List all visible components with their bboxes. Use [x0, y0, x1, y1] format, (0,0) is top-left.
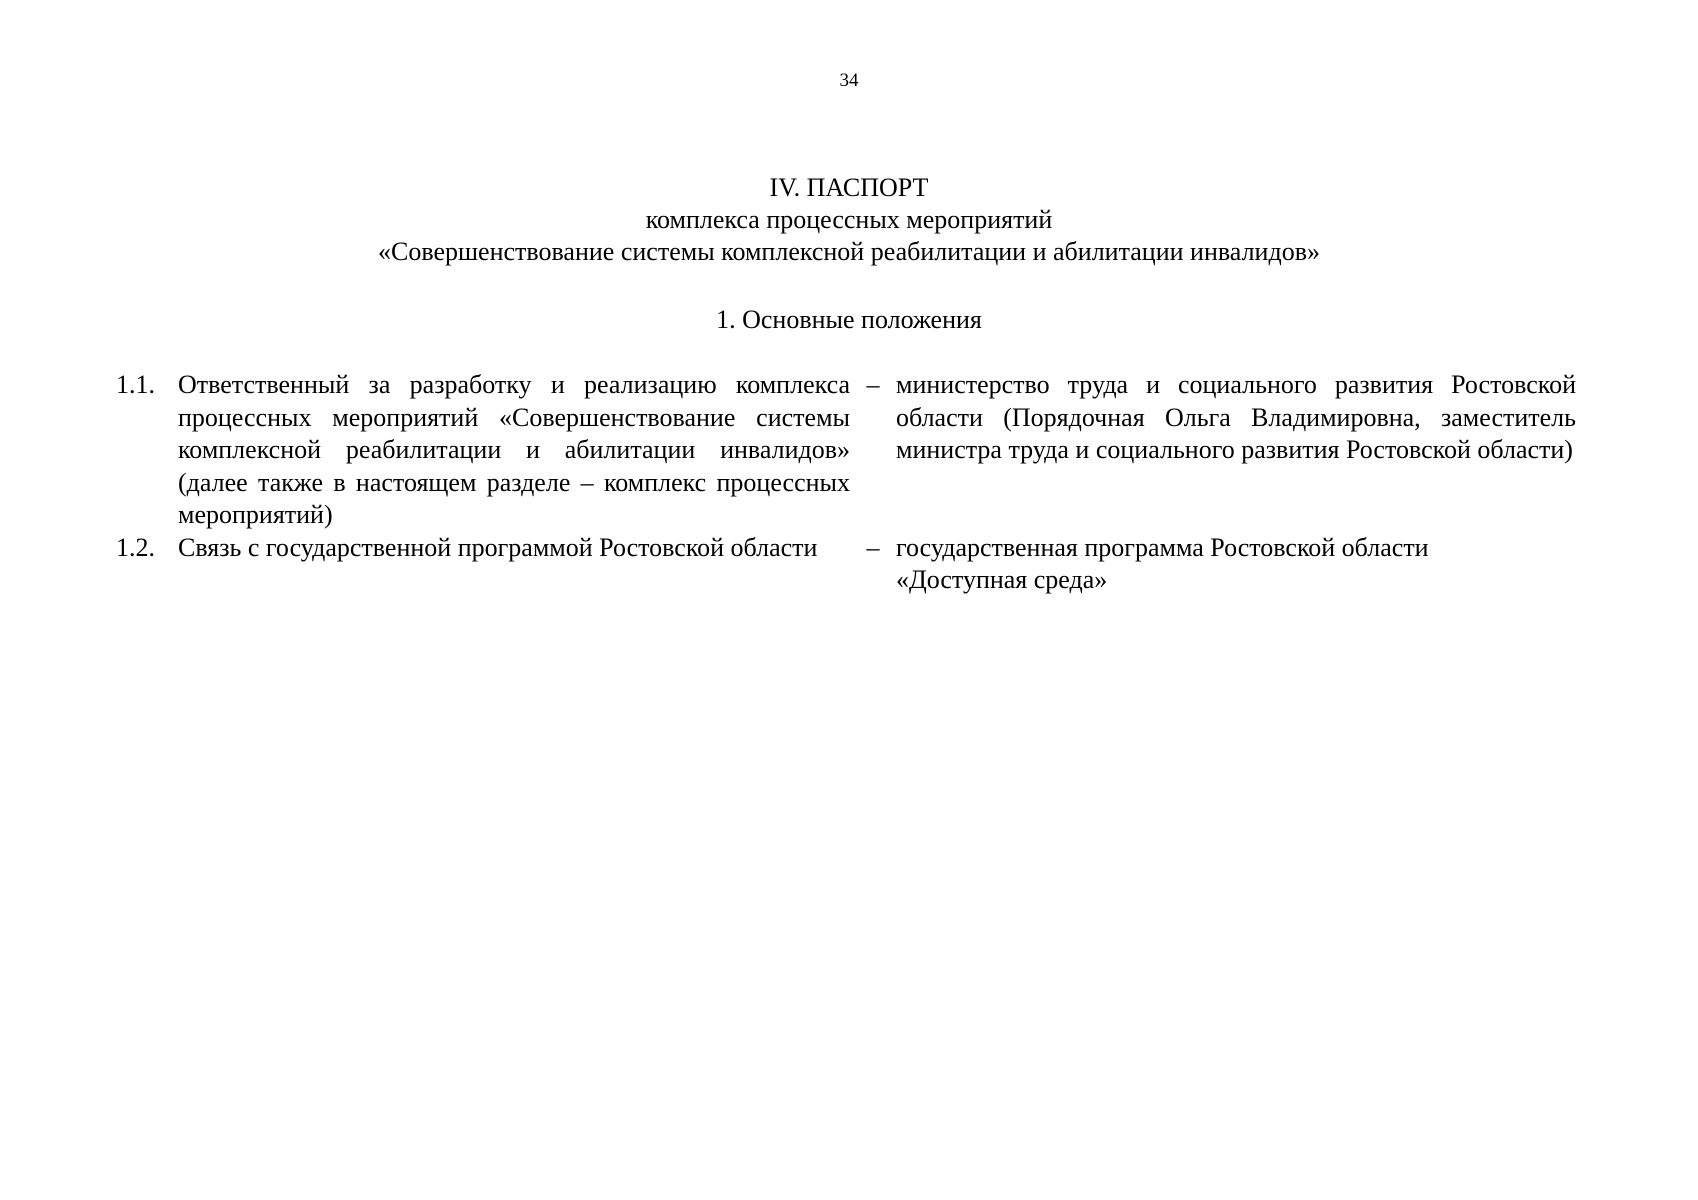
title-line-3: «Совершенствование системы комплексной реабилитации и абилитации инвалидов» — [378, 237, 1320, 266]
item-dash: – — [866, 370, 880, 399]
item-value: министерство труда и социального развития Ростовской области (Порядочная Ольга Владимировна, заместитель министра труда и социального развития Ростовской области) — [896, 370, 1576, 464]
item-number: 1.2. — [116, 532, 155, 562]
title-line-1: IV. ПАСПОРТ — [769, 173, 929, 202]
page-number: 34 — [839, 70, 859, 91]
basic-provisions-list — [116, 369, 1576, 597]
list-item — [116, 532, 1576, 597]
item-value-line: государственная программа Ростовской области — [896, 532, 1429, 562]
passport-title — [0, 172, 1698, 268]
item-number: 1.1. — [116, 370, 155, 399]
item-value-line: «Доступная среда» — [896, 565, 1108, 594]
item-dash: – — [866, 532, 880, 562]
item-label: Ответственный за разработку и реализацию комплекса процессных мероприятий «Совершенствование системы комплексной реабилитации и абилитации инвалидов» (далее также в настоящем разделе – комплекс процессных мероприятий) — [178, 370, 850, 529]
list-item — [116, 369, 1576, 532]
item-value — [896, 532, 1576, 597]
title-line-2: комплекса процессных мероприятий — [645, 205, 1053, 234]
item-label: Связь с государственной программой Ростовской области — [178, 532, 818, 562]
section-heading: 1. Основные положения — [716, 305, 982, 334]
